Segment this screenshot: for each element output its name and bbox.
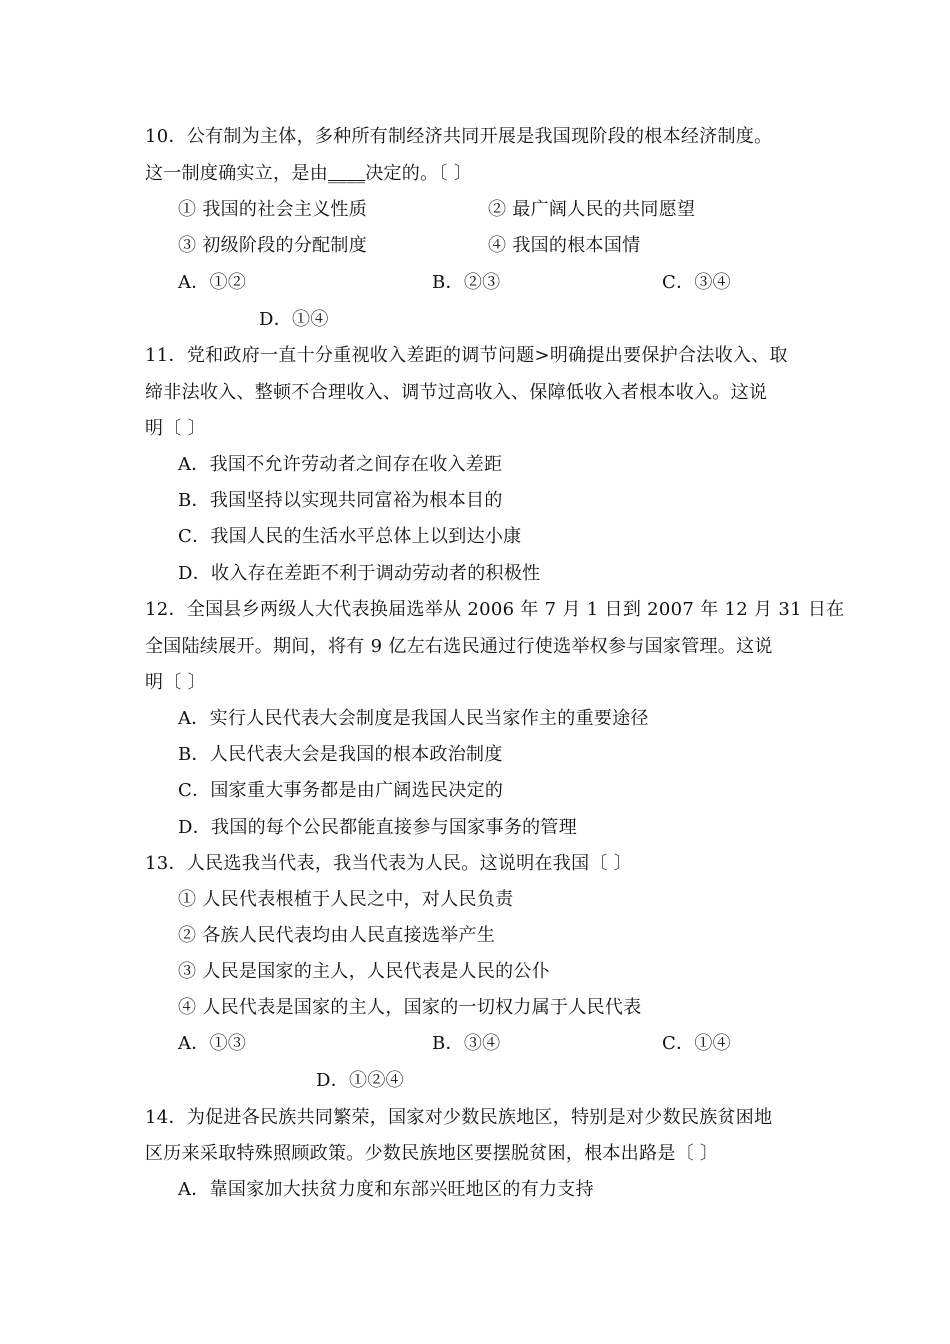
question-13-statement-4: ④ 人民代表是国家的主人，国家的一切权力属于人民代表 — [178, 997, 642, 1018]
question-11-option-c: C．我国人民的生活水平总体上以到达小康 — [178, 526, 522, 547]
question-10-statement-1: ① 我国的社会主义性质 — [178, 199, 368, 220]
question-10-option-c: C．③④ — [662, 272, 731, 293]
question-10-option-d: D．①④ — [259, 309, 329, 330]
question-13-option-c: C．①④ — [662, 1033, 731, 1054]
question-13-statement-1: ① 人民代表根植于人民之中，对人民负责 — [178, 889, 514, 910]
question-13-number: 13． — [145, 853, 187, 874]
question-12-option-a: A．实行人民代表大会制度是我国人民当家作主的重要途径 — [178, 708, 649, 729]
question-13-option-a: A．①③ — [178, 1033, 247, 1054]
question-11-stem-line-2: 缔非法收入、整顿不合理收入、调节过高收入、保障低收入者根本收入。这说 — [145, 382, 768, 403]
question-12-option-d: D．我国的每个公民都能直接参与国家事务的管理 — [178, 817, 578, 838]
question-12-number: 12． — [145, 599, 187, 620]
question-14-option-a: A．靠国家加大扶贫力度和东部兴旺地区的有力支持 — [178, 1179, 594, 1200]
question-10-number: 10． — [145, 126, 187, 147]
question-13-statement-2: ② 各族人民代表均由人民直接选举产生 — [178, 925, 496, 946]
question-11-stem-line-1: 11．党和政府一直十分重视收入差距的调节问题>明确提出要保护合法收入、取 — [145, 345, 788, 366]
question-13-stem-line-1: 13．人民选我当代表，我当代表为人民。这说明在我国〔 〕 — [145, 853, 633, 874]
answer-blank: ____ — [328, 163, 366, 184]
question-10-option-b: B．②③ — [432, 272, 501, 293]
question-11-stem-line-3: 明〔 〕 — [145, 418, 206, 439]
question-10-stem-line-1: 10．公有制为主体，多种所有制经济共同开展是我国现阶段的根本经济制度。 — [145, 126, 773, 147]
question-12-stem-line-2: 全国陆续展开。期间，将有 9 亿左右选民通过行使选举权参与国家管理。这说 — [145, 636, 773, 657]
question-13-statement-3: ③ 人民是国家的主人，人民代表是人民的公仆 — [178, 961, 551, 982]
question-13-option-d: D．①②④ — [316, 1070, 404, 1091]
question-11-option-a: A．我国不允许劳动者之间存在收入差距 — [178, 454, 503, 475]
question-13-option-b: B．③④ — [432, 1033, 501, 1054]
question-10-stem-line-2: 这一制度确实立，是由____决定的。〔 〕 — [145, 163, 473, 184]
question-10-statement-3: ③ 初级阶段的分配制度 — [178, 235, 368, 256]
question-12-option-b: B．人民代表大会是我国的根本政治制度 — [178, 744, 503, 765]
question-11-option-b: B．我国坚持以实现共同富裕为根本目的 — [178, 490, 503, 511]
question-12-stem-line-1: 12．全国县乡两级人大代表换届选举从 2006 年 7 月 1 日到 2007 年 12 月 31 日在 — [145, 599, 845, 620]
question-10-statement-4: ④ 我国的根本国情 — [488, 235, 641, 256]
question-14-stem-line-1: 14．为促进各民族共同繁荣，国家对少数民族地区，特别是对少数民族贫困地 — [145, 1107, 773, 1128]
question-12-stem-line-3: 明〔 〕 — [145, 672, 206, 693]
question-12-option-c: C．国家重大事务都是由广阔选民决定的 — [178, 780, 504, 801]
question-11-option-d: D．收入存在差距不利于调动劳动者的积极性 — [178, 563, 541, 584]
question-11-number: 11． — [145, 345, 187, 366]
question-10-option-a: A．①② — [178, 272, 247, 293]
question-10-statement-2: ② 最广阔人民的共同愿望 — [488, 199, 696, 220]
question-14-number: 14． — [145, 1107, 187, 1128]
question-14-stem-line-2: 区历来采取特殊照顾政策。少数民族地区要摆脱贫困，根本出路是〔 〕 — [145, 1143, 719, 1164]
